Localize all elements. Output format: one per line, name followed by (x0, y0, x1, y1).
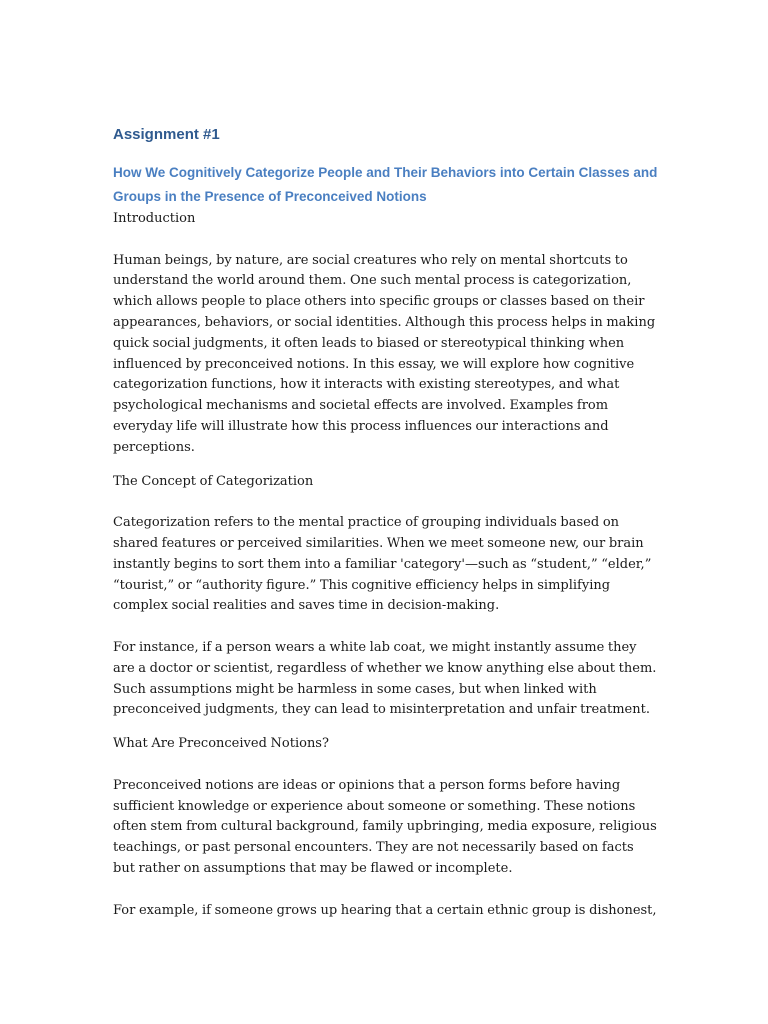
document-subtitle: How We Cognitively Categorize People and Their Behaviors into Certain Classes and Groups in the Presence of Preconceived Notions (113, 165, 658, 204)
section-heading-preconceived: What Are Preconceived Notions? (113, 736, 329, 752)
section-heading-categorization: The Concept of Categorization (113, 473, 314, 489)
document-title: Assignment #1 (113, 126, 220, 143)
section-heading-introduction: Introduction (113, 211, 196, 226)
document-page (113, 124, 658, 934)
paragraph-introduction-1: Human beings, by nature, are social creatures who rely on mental shortcuts to understand the world around them. One such mental process is categorization, which allows people to place others into specific groups or classes based on their appearances, behaviors, or social identities. Although this process helps in making quick social judgments, it often leads to biased or stereotypical thinking when influenced by preconceived notions. In this essay, we will explore how cognitive categorization functions, how it interacts with existing stereotypes, and what psychological mechanisms and societal effects are involved. Examples from everyday life will illustrate how this process influences our interactions and perceptions. (113, 252, 656, 455)
paragraph-preconceived-1: Preconceived notions are ideas or opinions that a person forms before having sufficient knowledge or experience about someone or something. These notions often stem from cultural background, family upbringing, media exposure, religious teachings, or past personal encounters. They are not necessarily based on facts but rather on assumptions that may be flawed or incomplete. (113, 777, 657, 876)
paragraph-preconceived-2: For example, if someone grows up hearing that a certain ethnic group is dishonest, (113, 902, 657, 918)
paragraph-categorization-2: For instance, if a person wears a white lab coat, we might instantly assume they are a doctor or scientist, regardless of whether we know anything else about them. Such assumptions might be harmless in some cases, but when linked with preconceived judgments, they can lead to misinterpretation and unfair treatment. (113, 639, 657, 718)
paragraph-categorization-1: Categorization refers to the mental practice of grouping individuals based on shared features or perceived similarities. When we meet someone new, our brain instantly begins to sort them into a familiar 'category'—such as “student,” “elder,” “tourist,” or “authority figure.” This cognitive efficiency helps in simplifying complex social realities and saves time in decision-making. (113, 515, 652, 614)
